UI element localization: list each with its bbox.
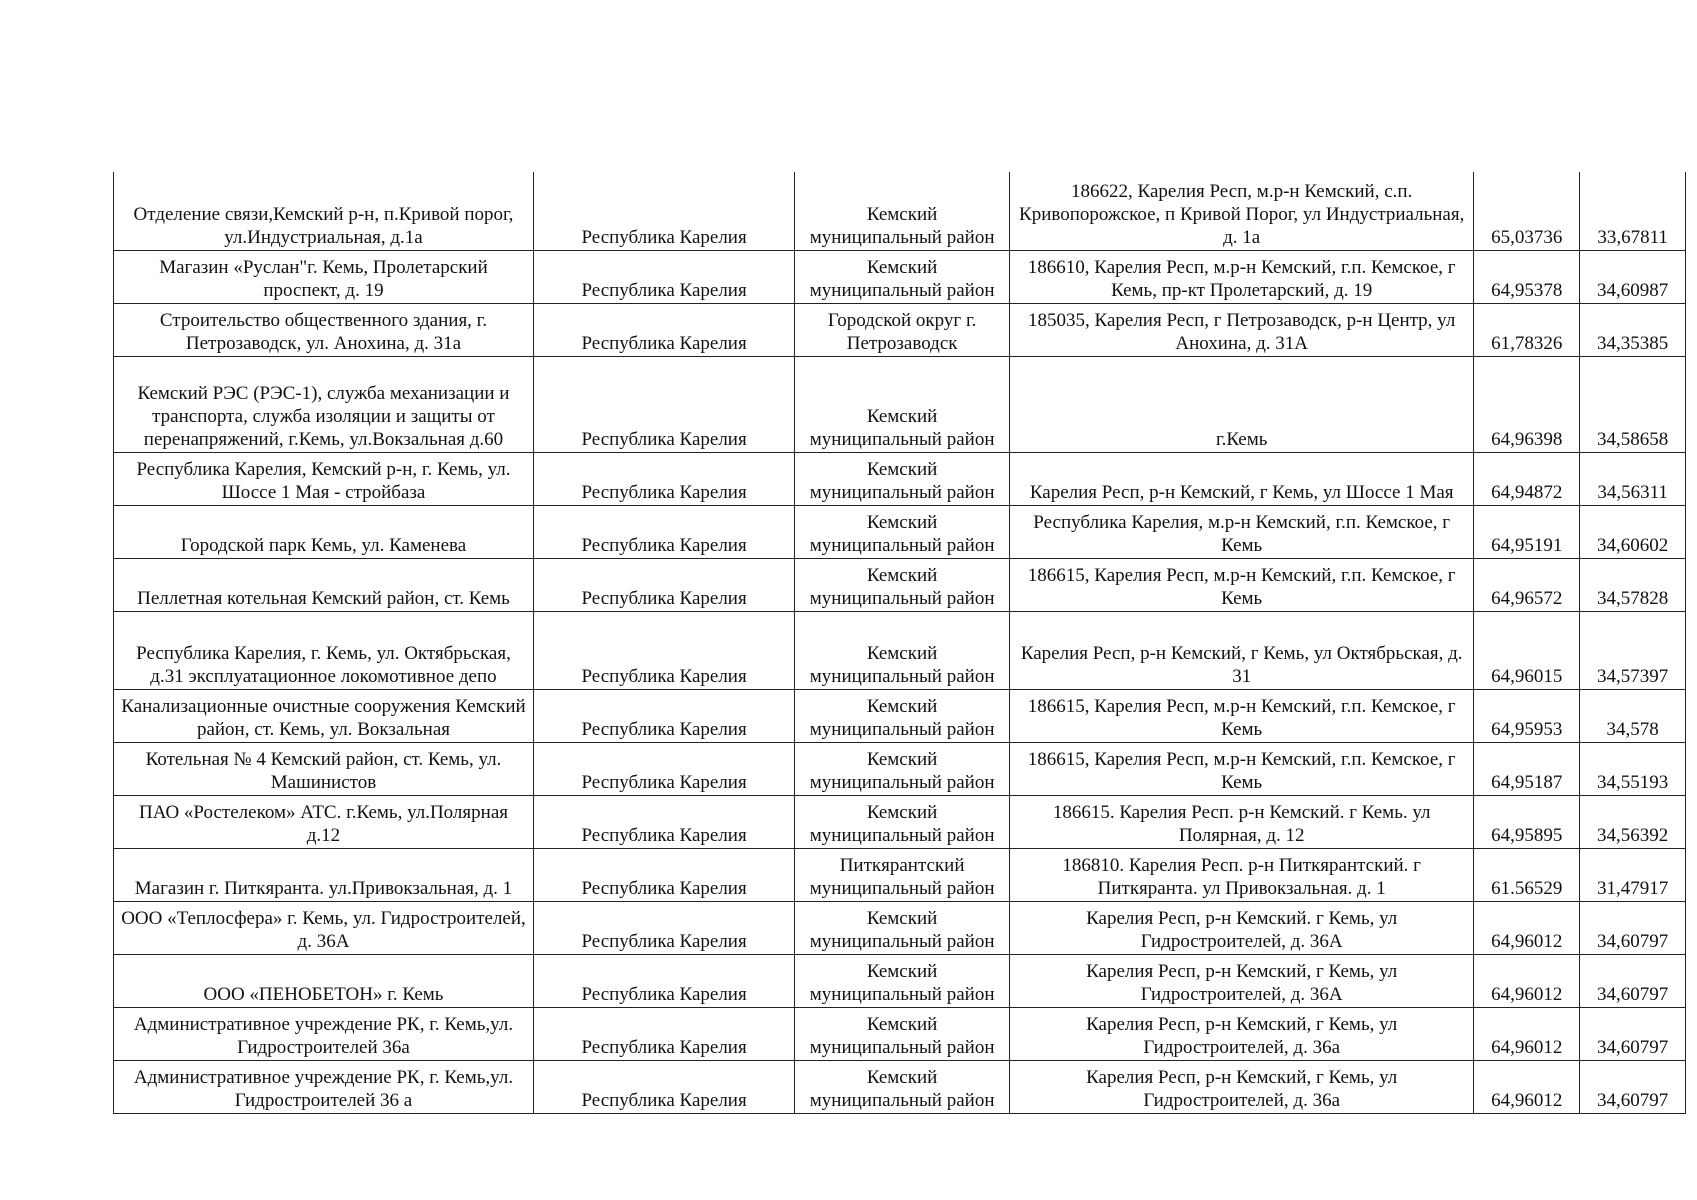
object-name-cell: ООО «Теплосфера» г. Кемь, ул. Гидростроителей, д. 36А (114, 901, 534, 954)
municipality-cell: Кемский муниципальный район (795, 1007, 1010, 1060)
address-cell: Карелия Респ, р-н Кемский, г Кемь, ул Гидростроителей, д. 36а (1009, 1007, 1473, 1060)
table-row (114, 848, 1686, 901)
table-row (114, 250, 1686, 303)
latitude-cell: 64,96398 (1474, 356, 1580, 452)
objects-table-body (114, 172, 1686, 1113)
address-cell: Карелия Респ, р-н Кемский, г Кемь, ул Гидростроителей, д. 36А (1009, 954, 1473, 1007)
region-cell: Республика Карелия (533, 848, 794, 901)
address-cell: 186615, Карелия Респ, м.р-н Кемский, г.п. Кемское, г Кемь (1009, 689, 1473, 742)
table-row (114, 954, 1686, 1007)
region-cell: Республика Карелия (533, 505, 794, 558)
longitude-cell: 34,60797 (1580, 1007, 1686, 1060)
latitude-cell: 61,78326 (1474, 303, 1580, 356)
object-name-cell: Кемский РЭС (РЭС-1), служба механизации и транспорта, служба изоляции и защиты от перенапряжений, г.Кемь, ул.Вокзальная д.60 (114, 356, 534, 452)
address-cell: Карелия Респ, р-н Кемский. г Кемь, ул Гидростроителей, д. 36А (1009, 901, 1473, 954)
object-name-cell: Административное учреждение РК, г. Кемь,ул. Гидростроителей 36а (114, 1007, 534, 1060)
region-cell: Республика Карелия (533, 954, 794, 1007)
table-row (114, 689, 1686, 742)
longitude-cell: 34,57397 (1580, 611, 1686, 689)
latitude-cell: 64,95953 (1474, 689, 1580, 742)
object-name-cell: Административное учреждение РК, г. Кемь,ул. Гидростроителей 36 а (114, 1060, 534, 1113)
table-row (114, 558, 1686, 611)
address-cell: г.Кемь (1009, 356, 1473, 452)
region-cell: Республика Карелия (533, 611, 794, 689)
region-cell: Республика Карелия (533, 356, 794, 452)
table-row (114, 1007, 1686, 1060)
longitude-cell: 31,47917 (1580, 848, 1686, 901)
latitude-cell: 64,95895 (1474, 795, 1580, 848)
municipality-cell: Городской округ г. Петрозаводск (795, 303, 1010, 356)
municipality-cell: Кемский муниципальный район (795, 250, 1010, 303)
longitude-cell: 33,67811 (1580, 172, 1686, 250)
table-row (114, 611, 1686, 689)
table-row (114, 303, 1686, 356)
address-cell: Республика Карелия, м.р-н Кемский, г.п. Кемское, г Кемь (1009, 505, 1473, 558)
region-cell: Республика Карелия (533, 1060, 794, 1113)
address-cell: Карелия Респ, р-н Кемский, г Кемь, ул Октябрьская, д. 31 (1009, 611, 1473, 689)
latitude-cell: 64,96012 (1474, 954, 1580, 1007)
address-cell: Карелия Респ, р-н Кемский, г Кемь, ул Шоссе 1 Мая (1009, 452, 1473, 505)
address-cell: 186622, Карелия Респ, м.р-н Кемский, с.п. Кривопорожское, п Кривой Порог, ул Индустриальная, д. 1а (1009, 172, 1473, 250)
object-name-cell: Строительство общественного здания, г. Петрозаводск, ул. Анохина, д. 31а (114, 303, 534, 356)
region-cell: Республика Карелия (533, 250, 794, 303)
longitude-cell: 34,578 (1580, 689, 1686, 742)
longitude-cell: 34,60987 (1580, 250, 1686, 303)
address-cell: 186610, Карелия Респ, м.р-н Кемский, г.п. Кемское, г Кемь, пр-кт Пролетарский, д. 19 (1009, 250, 1473, 303)
object-name-cell: Котельная № 4 Кемский район, ст. Кемь, ул. Машинистов (114, 742, 534, 795)
longitude-cell: 34,60602 (1580, 505, 1686, 558)
object-name-cell: Канализационные очистные сооружения Кемский район, ст. Кемь, ул. Вокзальная (114, 689, 534, 742)
table-row (114, 356, 1686, 452)
latitude-cell: 64,94872 (1474, 452, 1580, 505)
object-name-cell: Магазин «Руслан"г. Кемь, Пролетарский проспект, д. 19 (114, 250, 534, 303)
municipality-cell: Кемский муниципальный район (795, 1060, 1010, 1113)
address-cell: 186615, Карелия Респ, м.р-н Кемский, г.п. Кемское, г Кемь (1009, 558, 1473, 611)
object-name-cell: ПАО «Ростелеком» АТС. г.Кемь, ул.Полярная д.12 (114, 795, 534, 848)
address-cell: 186615. Карелия Респ. р-н Кемский. г Кемь. ул Полярная, д. 12 (1009, 795, 1473, 848)
latitude-cell: 64,95187 (1474, 742, 1580, 795)
latitude-cell: 64,96572 (1474, 558, 1580, 611)
longitude-cell: 34,56311 (1580, 452, 1686, 505)
longitude-cell: 34,58658 (1580, 356, 1686, 452)
table-row (114, 742, 1686, 795)
objects-table (113, 172, 1686, 1114)
longitude-cell: 34,35385 (1580, 303, 1686, 356)
address-cell: Карелия Респ, р-н Кемский, г Кемь, ул Гидростроителей, д. 36а (1009, 1060, 1473, 1113)
latitude-cell: 64,96012 (1474, 1007, 1580, 1060)
municipality-cell: Кемский муниципальный район (795, 172, 1010, 250)
address-cell: 186615, Карелия Респ, м.р-н Кемский, г.п. Кемское, г Кемь (1009, 742, 1473, 795)
latitude-cell: 65,03736 (1474, 172, 1580, 250)
table-row (114, 901, 1686, 954)
region-cell: Республика Карелия (533, 303, 794, 356)
region-cell: Республика Карелия (533, 901, 794, 954)
municipality-cell: Кемский муниципальный район (795, 558, 1010, 611)
object-name-cell: Городской парк Кемь, ул. Каменева (114, 505, 534, 558)
latitude-cell: 64,96012 (1474, 1060, 1580, 1113)
address-cell: 186810. Карелия Респ. р-н Питкярантский. г Питкяранта. ул Привокзальная. д. 1 (1009, 848, 1473, 901)
municipality-cell: Кемский муниципальный район (795, 901, 1010, 954)
object-name-cell: Магазин г. Питкяранта. ул.Привокзальная, д. 1 (114, 848, 534, 901)
municipality-cell: Кемский муниципальный район (795, 611, 1010, 689)
table-row (114, 795, 1686, 848)
longitude-cell: 34,56392 (1580, 795, 1686, 848)
region-cell: Республика Карелия (533, 558, 794, 611)
municipality-cell: Кемский муниципальный район (795, 742, 1010, 795)
table-row (114, 505, 1686, 558)
latitude-cell: 64,96012 (1474, 901, 1580, 954)
region-cell: Республика Карелия (533, 689, 794, 742)
municipality-cell: Кемский муниципальный район (795, 356, 1010, 452)
region-cell: Республика Карелия (533, 1007, 794, 1060)
latitude-cell: 64,96015 (1474, 611, 1580, 689)
municipality-cell: Питкярантский муниципальный район (795, 848, 1010, 901)
object-name-cell: Отделение связи,Кемский р-н, п.Кривой порог, ул.Индустриальная, д.1а (114, 172, 534, 250)
object-name-cell: Республика Карелия, Кемский р-н, г. Кемь, ул. Шоссе 1 Мая - стройбаза (114, 452, 534, 505)
municipality-cell: Кемский муниципальный район (795, 689, 1010, 742)
address-cell: 185035, Карелия Респ, г Петрозаводск, р-н Центр, ул Анохина, д. 31А (1009, 303, 1473, 356)
latitude-cell: 64,95378 (1474, 250, 1580, 303)
longitude-cell: 34,60797 (1580, 1060, 1686, 1113)
object-name-cell: ООО «ПЕНОБЕТОН» г. Кемь (114, 954, 534, 1007)
object-name-cell: Пеллетная котельная Кемский район, ст. Кемь (114, 558, 534, 611)
region-cell: Республика Карелия (533, 452, 794, 505)
region-cell: Республика Карелия (533, 795, 794, 848)
longitude-cell: 34,60797 (1580, 901, 1686, 954)
municipality-cell: Кемский муниципальный район (795, 795, 1010, 848)
object-name-cell: Республика Карелия, г. Кемь, ул. Октябрьская, д.31 эксплуатационное локомотивное депо (114, 611, 534, 689)
region-cell: Республика Карелия (533, 742, 794, 795)
latitude-cell: 61.56529 (1474, 848, 1580, 901)
municipality-cell: Кемский муниципальный район (795, 452, 1010, 505)
region-cell: Республика Карелия (533, 172, 794, 250)
longitude-cell: 34,57828 (1580, 558, 1686, 611)
table-row (114, 172, 1686, 250)
table-row (114, 452, 1686, 505)
latitude-cell: 64,95191 (1474, 505, 1580, 558)
longitude-cell: 34,60797 (1580, 954, 1686, 1007)
table-row (114, 1060, 1686, 1113)
municipality-cell: Кемский муниципальный район (795, 954, 1010, 1007)
municipality-cell: Кемский муниципальный район (795, 505, 1010, 558)
longitude-cell: 34,55193 (1580, 742, 1686, 795)
